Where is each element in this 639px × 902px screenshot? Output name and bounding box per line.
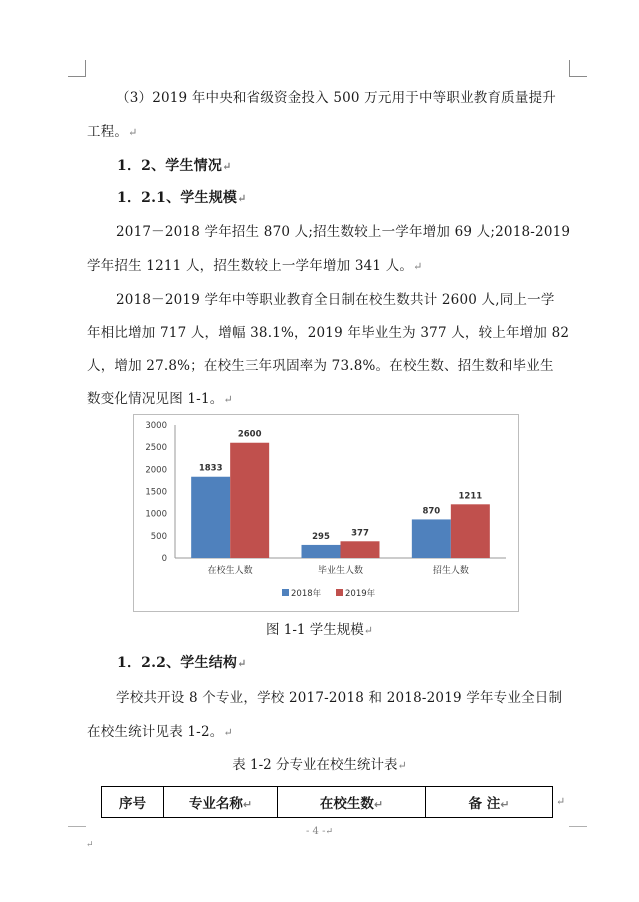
paragraph-1-line-2 [87, 120, 138, 140]
page-number [0, 826, 639, 837]
heading-student-structure-text: 1．2.2、学生结构 [117, 655, 238, 671]
paragraph-mark-icon: ↵ [325, 827, 334, 837]
y-tick-label: 3000 [145, 421, 167, 431]
paragraph-1-text-end: 工程。 [87, 124, 129, 140]
paragraph-3-line-4 [87, 387, 233, 407]
heading-student-situation [117, 155, 232, 175]
data-label: 2600 [237, 429, 262, 440]
data-label: 1211 [458, 491, 483, 502]
paragraph-4-text: 学校共开设 8 个专业，学校 2017-2018 和 2018-2019 学年专业全日制 [116, 690, 563, 706]
paragraph-mark-icon: ↵ [237, 192, 247, 205]
bar [451, 504, 490, 558]
crop-mark-top-left-h [68, 76, 86, 77]
paragraph-4-line-1 [116, 686, 562, 706]
paragraph-1-text: （3）2019 年中央和省级资金投入 500 万元用于中等职业教育质量提升 [116, 90, 556, 106]
paragraph-3-line-3 [87, 354, 554, 374]
heading-student-scale [117, 187, 247, 207]
bar [341, 541, 380, 558]
paragraph-mark-icon: ↵ [397, 759, 407, 772]
heading-student-structure [117, 652, 247, 672]
heading-student-situation-text: 1．2、学生情况 [117, 158, 223, 174]
paragraph-3-text-2: 年相比增加 717 人，增幅 38.1%，2019 年毕业生为 377 人，较上年增加 82 [87, 325, 570, 341]
paragraph-mark-icon: ↵ [223, 726, 233, 739]
major-enrollment-table [101, 786, 553, 818]
bar [191, 477, 230, 558]
legend-swatch [336, 589, 343, 596]
row-end-mark-icon: ↵ [556, 795, 566, 808]
student-scale-chart [133, 414, 519, 612]
paragraph-mark-icon: ↵ [223, 393, 233, 406]
paragraph-1-line-1 [116, 86, 556, 106]
y-tick-label: 0 [161, 554, 167, 564]
paragraph-3-text-end: 数变化情况见图 1-1。 [87, 391, 224, 407]
paragraph-mark-icon: ↵ [237, 657, 247, 670]
paragraph-mark-icon: ↵ [222, 160, 232, 173]
table-caption [0, 753, 639, 773]
paragraph-4-line-2 [87, 720, 233, 740]
paragraph-2-line-2 [87, 254, 423, 274]
bar [302, 545, 341, 558]
table-header-remark-text: 备 注 [468, 796, 501, 812]
y-tick-label: 1500 [145, 487, 167, 498]
legend-swatch [282, 589, 289, 596]
paragraph-2-text-end: 学年招生 1211 人，招生数较上一学年增加 341 人。 [87, 258, 414, 274]
legend-label: 2019年 [345, 589, 376, 599]
paragraph-3-line-1 [116, 288, 555, 308]
bar-chart-svg [134, 415, 518, 611]
page-number-text: - 4 - [305, 826, 326, 837]
legend-label: 2018年 [291, 589, 322, 599]
figure-caption [0, 618, 639, 638]
paragraph-3-line-2 [87, 321, 569, 341]
paragraph-2-text: 2017－2018 学年招生 870 人;招生数较上一学年增加 69 人;2018-2019 [116, 224, 571, 240]
x-tick-label: 招生人数 [432, 566, 469, 576]
bar [230, 443, 269, 558]
heading-student-scale-text: 1．2.1、学生规模 [117, 190, 238, 206]
table-header-enrollment-text: 在校生数 [319, 796, 374, 812]
paragraph-mark-icon: ↵ [363, 624, 374, 637]
paragraph-mark-icon: ↵ [128, 126, 138, 139]
paragraph-mark-icon: ↵ [500, 798, 510, 811]
data-label: 295 [312, 531, 330, 542]
figure-caption-text: 图 1-1 学生规模 [265, 622, 364, 638]
data-label: 377 [351, 528, 369, 539]
crop-mark-top-right-v [569, 60, 570, 77]
data-label: 870 [422, 506, 441, 517]
y-tick-label: 2500 [145, 443, 167, 454]
data-label: 1833 [198, 463, 223, 474]
paragraph-3-text-3: 人，增加 27.8%；在校生三年巩固率为 73.8%。在校生数、招生数和毕业生 [87, 358, 554, 374]
table-header-index [102, 787, 164, 818]
bottom-paragraph-mark-icon: ↵ [86, 840, 94, 850]
bar [412, 519, 451, 558]
crop-mark-top-right-h [569, 76, 587, 77]
paragraph-3-text: 2018－2019 学年中等职业教育全日制在校生数共计 2600 人,同上一学 [116, 292, 555, 308]
paragraph-mark-icon: ↵ [413, 260, 423, 273]
paragraph-2-line-1 [116, 220, 570, 240]
paragraph-4-text-end: 在校生统计见表 1-2。 [87, 724, 224, 740]
table-header-enrollment [278, 787, 426, 818]
paragraph-mark-icon: ↵ [242, 798, 253, 811]
crop-mark-top-left-v [85, 60, 86, 77]
y-tick-label: 1000 [145, 509, 167, 520]
table-header-index-text: 序号 [119, 796, 146, 812]
table-caption-text: 表 1-2 分专业在校生统计表 [232, 757, 398, 773]
x-tick-label: 毕业生人数 [317, 566, 364, 576]
table-header-major [164, 787, 278, 818]
y-tick-label: 500 [150, 531, 167, 542]
paragraph-mark-icon: ↵ [373, 798, 384, 811]
table-header-row [102, 787, 553, 818]
y-tick-label: 2000 [145, 465, 167, 476]
table-header-remark [426, 787, 553, 818]
x-tick-label: 在校生人数 [207, 566, 253, 576]
table-header-major-text: 专业名称 [188, 796, 243, 812]
